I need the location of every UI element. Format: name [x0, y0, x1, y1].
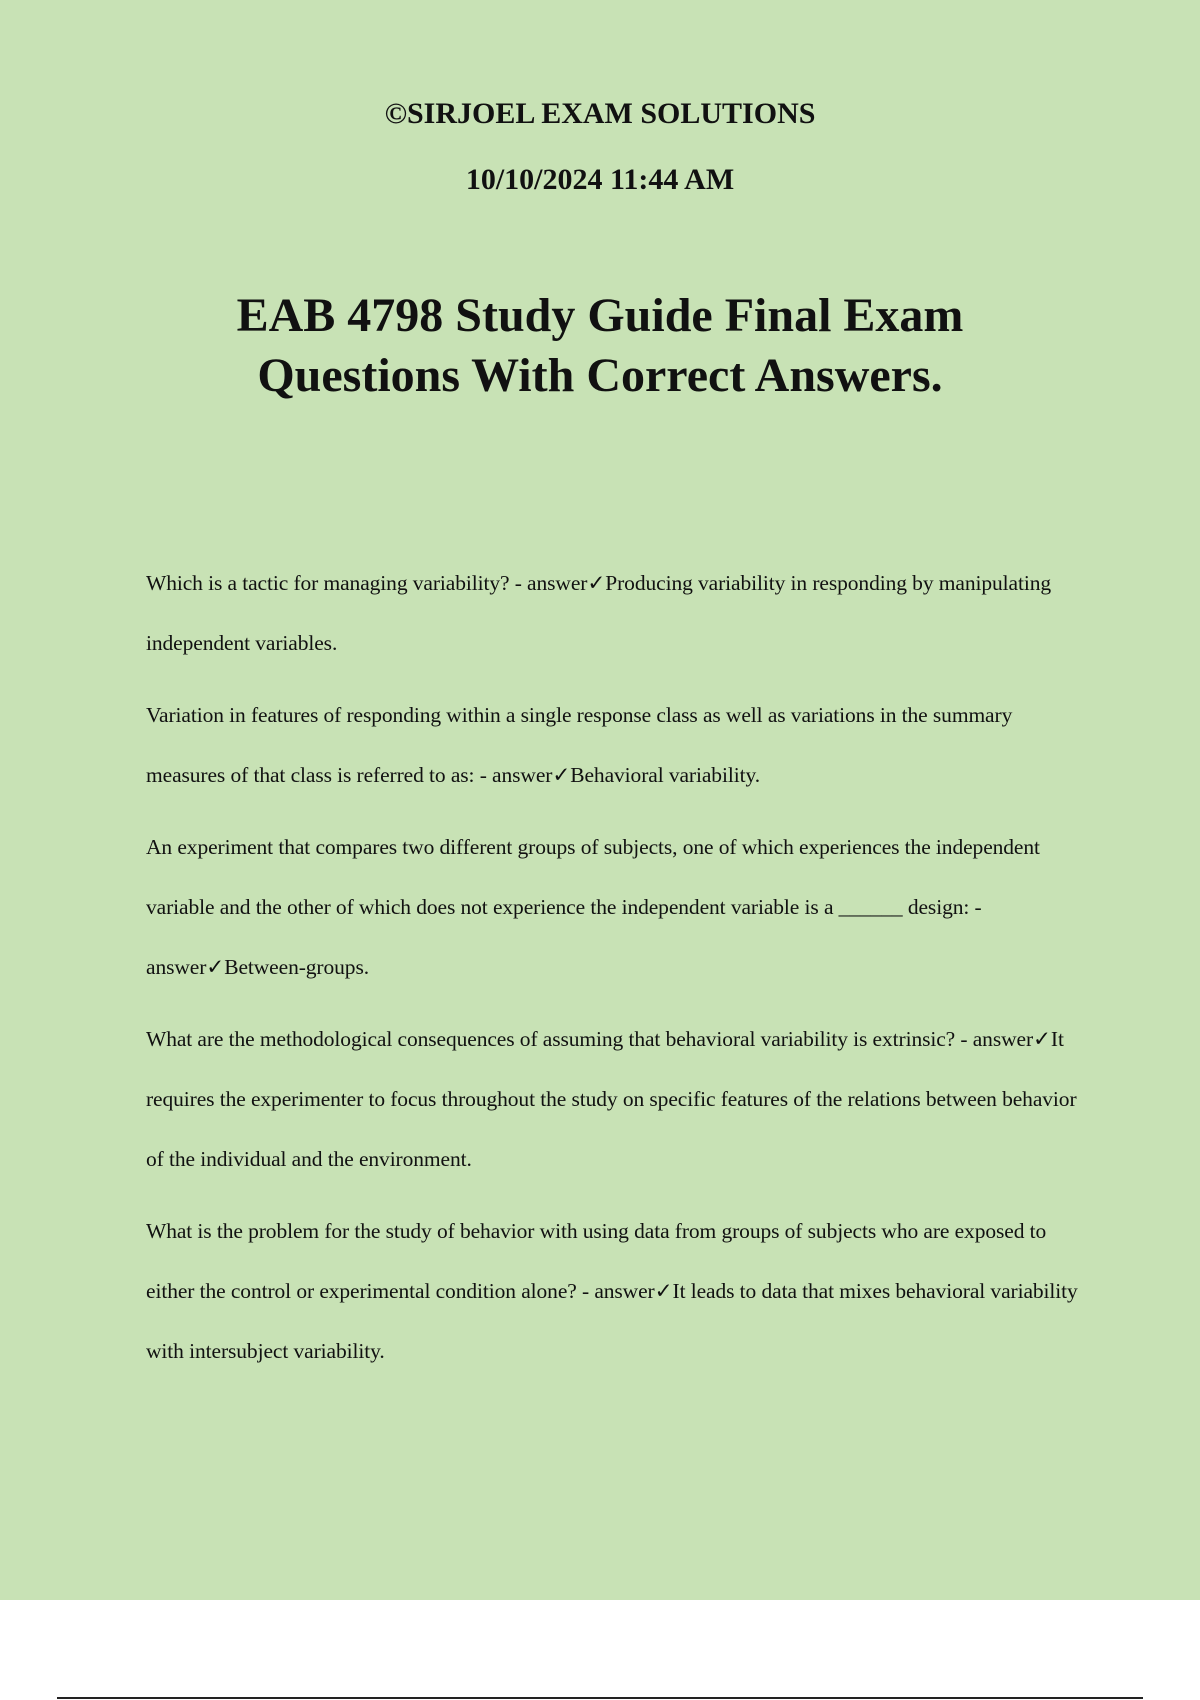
question-list: [146, 553, 1086, 1393]
question-answer-5: What is the problem for the study of behavior with using data from groups of subjects who are exposed to either the control or experimental condition alone? - answer✓It leads to data that mixes behavioral variability with intersubject variability.: [146, 1219, 1078, 1363]
question-answer-3: An experiment that compares two different groups of subjects, one of which experiences the independent variable and the other of which does not experience the independent variable is a ______ design: - answer✓Between-groups.: [146, 835, 1040, 979]
footer-divider: [57, 1697, 1143, 1699]
date-time: 10/10/2024 11:44 AM: [465, 163, 735, 196]
question-answer-4: What are the methodological consequences of assuming that behavioral variability is extrinsic? - answer✓It requires the experimenter to focus throughout the study on specific features of the relations between behavior of the individual and the environment.: [146, 1027, 1077, 1171]
question-answer-2: Variation in features of responding within a single response class as well as variations in the summary measures of that class is referred to as: - answer✓Behavioral variability.: [146, 703, 1013, 787]
title-line-2: Questions With Correct Answers.: [257, 349, 943, 402]
question-answer-1: Which is a tactic for managing variability? - answer✓Producing variability in responding by manipulating independent variables.: [146, 571, 1051, 655]
company-header: ©SIRJOEL EXAM SOLUTIONS: [384, 97, 816, 130]
document-title: [0, 286, 1200, 406]
title-line-1: EAB 4798 Study Guide Final Exam: [236, 289, 964, 342]
